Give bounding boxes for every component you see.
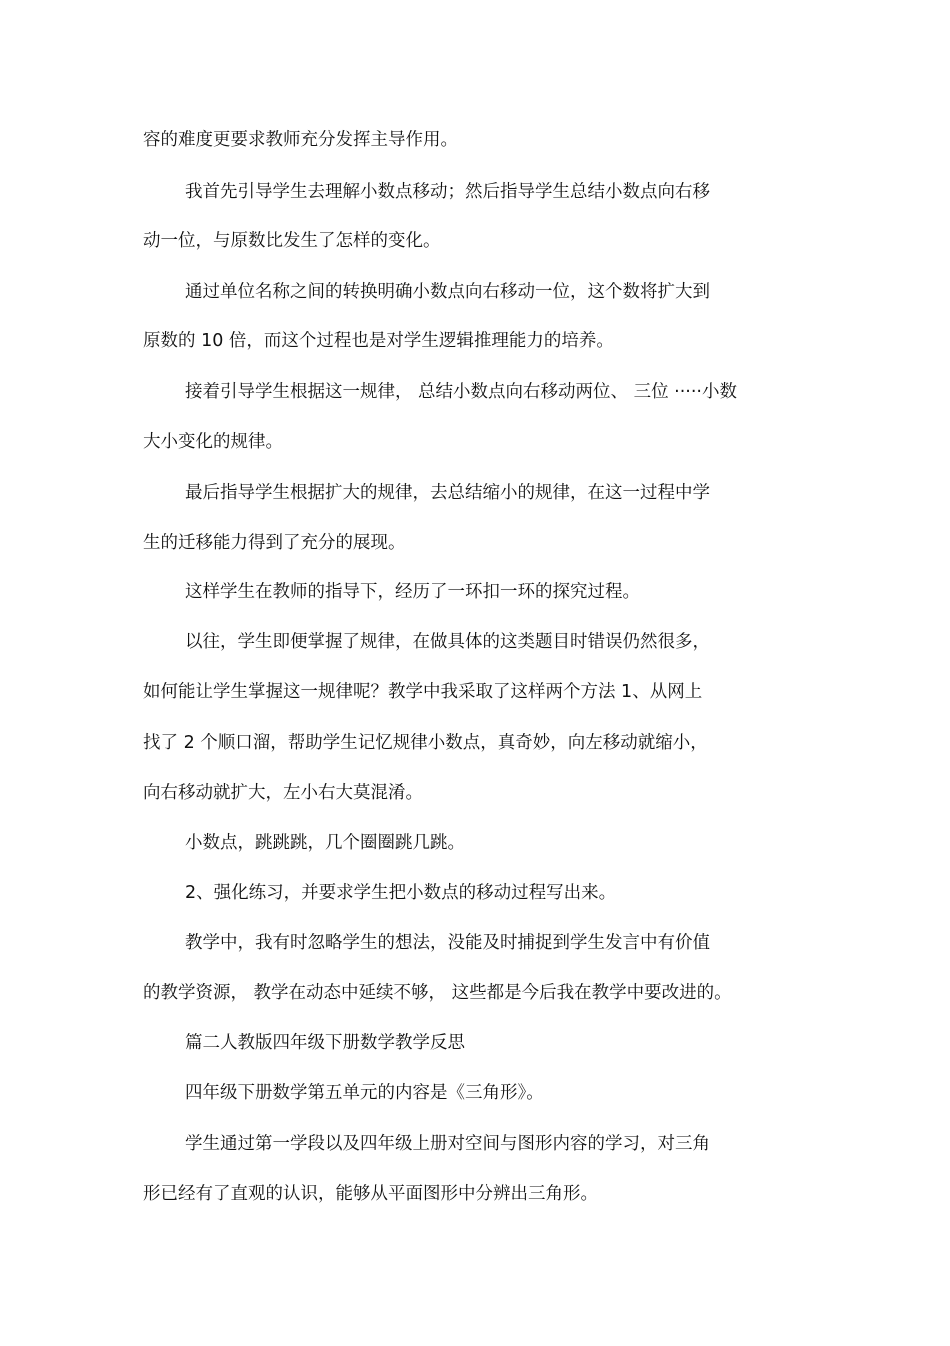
text-line-12: 如何能让学生掌握这一规律呢？教学中我采取了这样两个方法 1、从网上 xyxy=(143,682,703,702)
text-line-5: 原数的 10 倍，而这个过程也是对学生逻辑推理能力的培养。 xyxy=(143,331,614,351)
text-line-21: 学生通过第一学段以及四年级上册对空间与图形内容的学习，对三角 xyxy=(185,1134,710,1154)
text-line-16: 2、强化练习，并要求学生把小数点的移动过程写出来。 xyxy=(185,883,617,903)
text-line-8: 最后指导学生根据扩大的规律，去总结缩小的规律，在这一过程中学 xyxy=(185,483,710,503)
text-line-3: 动一位，与原数比发生了怎样的变化。 xyxy=(143,231,441,251)
text-line-9: 生的迁移能力得到了充分的展现。 xyxy=(143,533,406,553)
text-line-1: 容的难度更要求教师充分发挥主导作用。 xyxy=(143,130,458,150)
text-line-11: 以往，学生即便掌握了规律，在做具体的这类题目时错误仍然很多， xyxy=(185,632,710,652)
text-line-2: 我首先引导学生去理解小数点移动；然后指导学生总结小数点向右移 xyxy=(185,182,710,202)
text-line-4: 通过单位名称之间的转换明确小数点向右移动一位，这个数将扩大到 xyxy=(185,282,710,302)
text-line-10: 这样学生在教师的指导下，经历了一环扣一环的探究过程。 xyxy=(185,582,640,602)
text-line-20: 四年级下册数学第五单元的内容是《三角形》。 xyxy=(185,1083,544,1103)
text-line-17: 教学中，我有时忽略学生的想法，没能及时捕捉到学生发言中有价值 xyxy=(185,933,710,953)
text-line-13: 找了 2 个顺口溜，帮助学生记忆规律小数点，真奇妙，向左移动就缩小， xyxy=(143,733,708,753)
section-heading: 篇二人教版四年级下册数学教学反思 xyxy=(185,1033,465,1053)
text-line-7: 大小变化的规律。 xyxy=(143,432,283,452)
text-line-6: 接着引导学生根据这一规律， 总结小数点向右移动两位、 三位 ·····小数 xyxy=(185,382,737,402)
text-line-14: 向右移动就扩大，左小右大莫混淆。 xyxy=(143,783,423,803)
text-line-18: 的教学资源， 教学在动态中延续不够， 这些都是今后我在教学中要改进的。 xyxy=(143,983,732,1003)
text-line-22: 形已经有了直观的认识，能够从平面图形中分辨出三角形。 xyxy=(143,1184,598,1204)
text-line-15: 小数点，跳跳跳，几个圈圈跳几跳。 xyxy=(185,833,465,853)
